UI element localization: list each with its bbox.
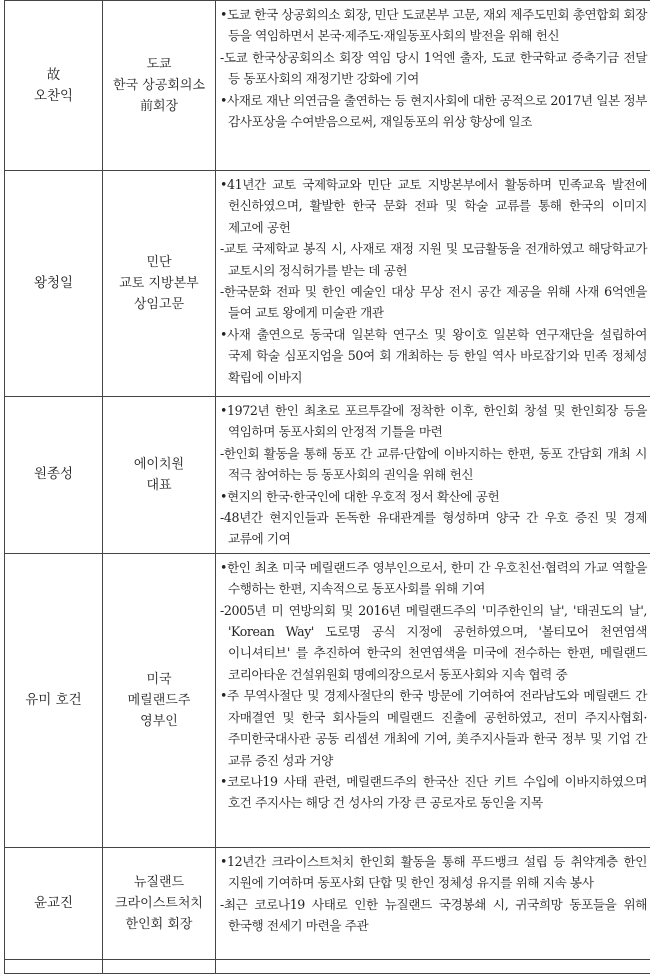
achievement-bullet: •12년간 크라이스트처치 한인회 활동을 통해 푸드뱅크 설립 등 취약계층 한인 지원에 기여하며 동포사회 단합 및 한인 정체성 유지를 위해 지속 봉사 — [220, 851, 647, 894]
achievement-bullet: •사재 출연으로 동국대 일본학 연구소 및 왕이호 일본학 연구재단을 설립하여 국제 학술 심포지엄을 50여 회 개최하는 등 한일 역사 바로잡기와 민족 정체성 확립에 이바지 — [220, 324, 647, 388]
table-row — [5, 847, 650, 959]
achievement-bullet: •도쿄 한국 상공회의소 회장, 민단 도쿄본부 고문, 재외 제주도민회 총연합회 회장 등을 역임하면서 본국·제주도·재일동포사회의 발전을 위해 헌신 — [220, 4, 647, 47]
table-row — [5, 1, 650, 171]
empty-cell — [103, 959, 216, 973]
achievement-bullet: •41년간 교토 국제학교와 민단 교토 지방본부에서 활동하며 민족교육 발전에 헌신하였으며, 활발한 한국 문화 전파 및 학술 교류를 통해 한국의 이미지 제고에 공헌 — [220, 174, 647, 238]
table-row — [5, 397, 650, 554]
recipient-name: 원종성 — [5, 397, 103, 554]
recipient-position: 민단 교토 지방본부 상임고문 — [103, 171, 216, 397]
achievement-detail: -교토 국제학교 봉직 시, 사재로 재정 지원 및 모금활동을 전개하였고 해당학교가 교토시의 정식허가를 받는 데 공헌 — [220, 238, 647, 281]
achievement-bullet: •코로나19 사태 관련, 메릴랜드주의 한국산 진단 키트 수입에 이바지하였으며 호건 주지사는 해당 건 성사의 가장 큰 공로자로 동인을 지목 — [220, 771, 647, 814]
recipient-achievements — [216, 1, 650, 171]
empty-cell — [216, 959, 650, 973]
recipient-name: 윤교진 — [5, 847, 103, 959]
table-row — [5, 171, 650, 397]
recipient-achievements — [216, 553, 650, 847]
achievement-detail: -48년간 현지인들과 돈독한 유대관계를 형성하며 양국 간 우호 증진 및 경제 교류에 기여 — [220, 507, 647, 550]
achievement-detail: -한인회 활동을 통해 동포 간 교류·단합에 이바지하는 한편, 동포 간담회 개최 시 적극 참여하는 등 동포사회의 권익을 위해 헌신 — [220, 443, 647, 486]
recipient-achievements — [216, 397, 650, 554]
table-row — [5, 553, 650, 847]
recipient-position: 도쿄 한국 상공회의소 前회장 — [103, 1, 216, 171]
achievement-bullet: •사재로 재난 의연금을 출연하는 등 현지사회에 대한 공적으로 2017년 일본 정부 감사포상을 수여받음으로써, 재일동포의 위상 향상에 일조 — [220, 90, 647, 133]
recipient-achievements — [216, 171, 650, 397]
recipient-achievements — [216, 847, 650, 959]
awards-table — [4, 0, 650, 974]
recipient-position: 에이치원 대표 — [103, 397, 216, 554]
name-prefix: 故 — [5, 65, 102, 86]
achievement-detail: -도쿄 한국상공회의소 회장 역임 당시 1억엔 출자, 도쿄 한국학교 증축기금 전달 등 동포사회의 재정기반 강화에 기여 — [220, 47, 647, 90]
achievement-detail: -한국문화 전파 및 한인 예술인 대상 무상 전시 공간 제공을 위해 사재 6억엔을 들여 교토 왕에게 미술관 개관 — [220, 281, 647, 324]
empty-cell — [5, 959, 103, 973]
table-row-partial — [5, 959, 650, 973]
achievement-bullet: •1972년 한인 최초로 포르투갈에 정착한 이후, 한인회 창설 및 한인회장 등을 역임하며 동포사회의 안정적 기틀을 마련 — [220, 400, 647, 443]
achievement-bullet: •주 무역사절단 및 경제사절단의 한국 방문에 기여하여 전라남도와 메릴랜드 간 자매결연 및 한국 회사들의 메릴랜드 진출에 공헌하였고, 전미 주지사협회·주미한국대사관 공동 리셉션 개최에 기여, 美주지사들과 한국 정부 및 기업 간 교류 증진 성과 거양 — [220, 685, 647, 771]
achievement-detail: -2005년 미 연방의회 및 2016년 메릴랜드주의 '미주한인의 날', '태권도의 날', 'Korean Way' 도로명 공식 지정에 공헌하였으며, '볼티모어 천연염색 이니셔티브' 를 추진하여 한국의 천연염색을 미국에 전수하는 한편, 메릴랜드 코리아타운 건설위원회 명예의장으로서 동포사회와 지속 협력 중 — [220, 600, 647, 686]
achievement-detail: -최근 코로나19 사태로 인한 뉴질랜드 국경봉쇄 시, 귀국희망 동포들을 위해 한국행 전세기 마련을 주관 — [220, 894, 647, 937]
achievement-bullet: •한인 최초 미국 메릴랜드주 영부인으로서, 한미 간 우호친선·협력의 가교 역할을 수행하는 한편, 지속적으로 동포사회를 위해 기여 — [220, 557, 647, 600]
achievement-bullet: •현지의 한국·한국인에 대한 우호적 정서 확산에 공헌 — [220, 486, 647, 507]
recipient-position: 미국 메릴랜드주 영부인 — [103, 553, 216, 847]
recipient-position: 뉴질랜드 크라이스트처치 한인회 회장 — [103, 847, 216, 959]
recipient-name: 유미 호건 — [5, 553, 103, 847]
recipient-name — [5, 1, 103, 171]
recipient-name: 왕청일 — [5, 171, 103, 397]
name-text: 오찬익 — [5, 86, 102, 107]
